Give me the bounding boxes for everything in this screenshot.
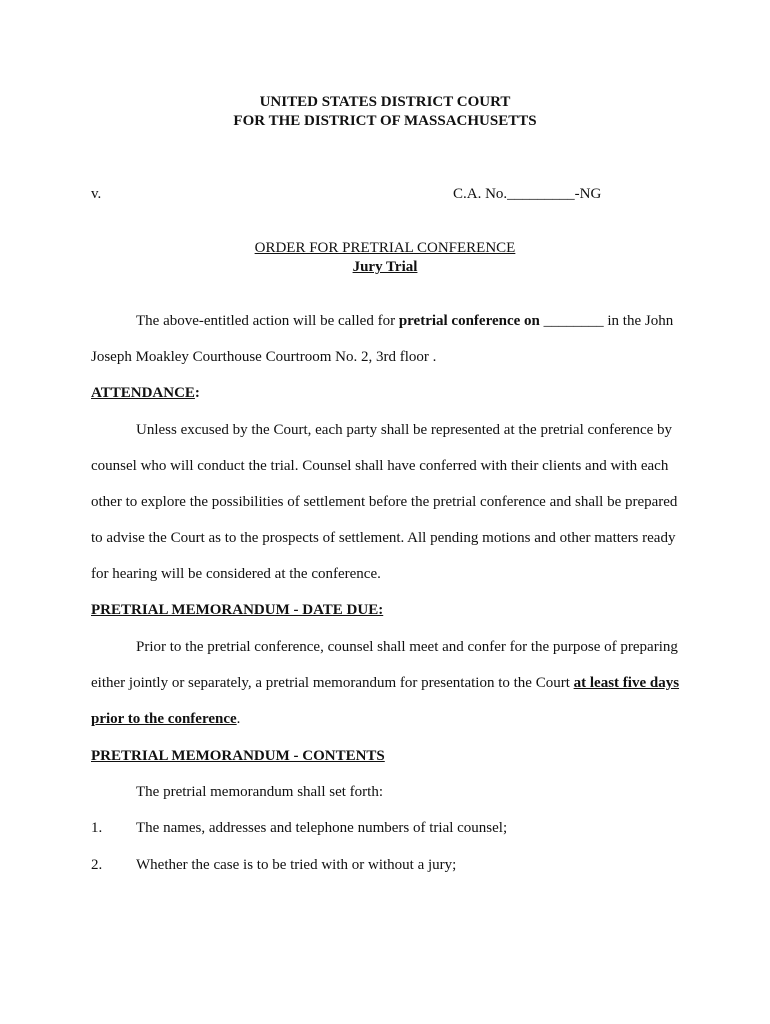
attendance-line: for hearing will be considered at the conference. xyxy=(91,566,381,582)
memo-date-period: . xyxy=(236,711,241,727)
attendance-line: Unless excused by the Court, each party shall be represented at the pretrial conference by xyxy=(136,422,673,438)
list-item: The names, addresses and telephone numbers of trial counsel; xyxy=(136,820,508,836)
attendance-heading-colon: : xyxy=(194,385,200,401)
list-item-number: 1. xyxy=(91,820,103,836)
list-item: Whether the case is to be tried with or without a jury; xyxy=(136,857,457,873)
case-number-blank: _________ xyxy=(507,186,575,202)
memo-date-line-2 xyxy=(91,675,679,692)
intro-line-1 xyxy=(136,313,673,330)
memo-date-line-1: Prior to the pretrial conference, counsel shall meet and confer for the purpose of preparing xyxy=(136,639,678,655)
intro-text-1: The above-entitled action will be called for xyxy=(136,313,399,329)
order-title: ORDER FOR PRETRIAL CONFERENCE xyxy=(254,240,516,256)
memo-date-text: either jointly or separately, a pretrial memorandum for presentation to the Court xyxy=(91,675,574,691)
court-name-line2: FOR THE DISTRICT OF MASSACHUSETTS xyxy=(233,113,537,129)
versus-label: v. xyxy=(91,186,102,202)
order-subtitle: Jury Trial xyxy=(352,259,418,275)
memo-date-deadline: at least five days xyxy=(573,675,680,691)
memo-contents-heading: PRETRIAL MEMORANDUM - CONTENTS xyxy=(91,748,385,764)
attendance-line: other to explore the possibilities of settlement before the pretrial conference and shall be prepared xyxy=(91,494,678,510)
attendance-heading xyxy=(91,385,200,402)
case-number-label: C.A. No. xyxy=(453,186,508,202)
attendance-line: to advise the Court as to the prospects of settlement. All pending motions and other matters ready xyxy=(91,530,676,546)
intro-bold: pretrial conference on xyxy=(398,313,540,329)
list-item-number: 2. xyxy=(91,857,103,873)
case-number-suffix: -NG xyxy=(574,186,602,202)
intro-text-2: in the John xyxy=(603,313,674,329)
memo-contents-intro: The pretrial memorandum shall set forth: xyxy=(136,784,384,800)
case-number xyxy=(453,186,601,203)
memo-date-heading: PRETRIAL MEMORANDUM - DATE DUE: xyxy=(91,602,384,618)
court-name-line1: UNITED STATES DISTRICT COURT xyxy=(259,94,511,110)
intro-date-blank: ________ xyxy=(543,313,604,329)
memo-date-line-3 xyxy=(91,711,240,728)
attendance-heading-text: ATTENDANCE xyxy=(91,385,195,401)
memo-date-deadline-cont: prior to the conference xyxy=(91,711,237,727)
intro-line-2: Joseph Moakley Courthouse Courtroom No. 2, 3rd floor . xyxy=(91,349,437,365)
attendance-line: counsel who will conduct the trial. Counsel shall have conferred with their clients and with each xyxy=(91,458,669,474)
